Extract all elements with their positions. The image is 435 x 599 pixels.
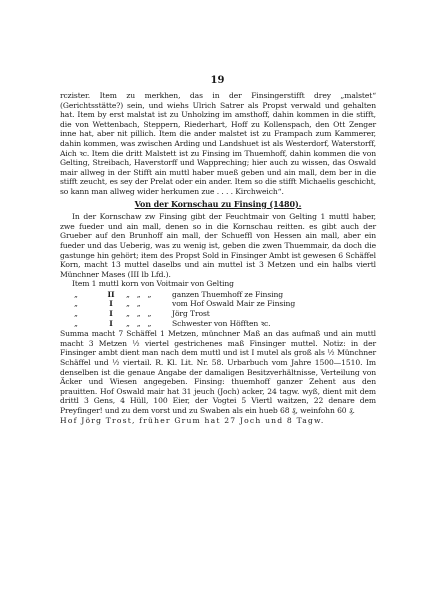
list-item: „ I „ „ „ Schwester von Höfften ꝛc. [74,319,376,329]
list-item-desc: Schwester von Höfften ꝛc. [172,318,271,328]
paragraph-summa: Summa macht 7 Schäffel 1 Metzen, münchner Maß an das aufmaß und ain muttl macht 3 Metzen ½ viertel gestrichenes maß Finsinger muttel. Notiz: in der Finsinger ambt dient man nach dem muttl und ist I mutel als groß als ½ Münchner Schäffel und ½ viertail. R. Kl. Lit. Nr. 58. Urbarbuch vom Jahre 1500—1510. Im denselben ist die genaue Angabe der damaligen Besitzverhältnisse, Verteilung von Äcker und Wiesen angegeben. Finsing: thuemhoff ganzer Zehent aus den prauitten. Hof Oswald mair hat 31 jeuch (Joch) acker, 24 tagw. wyß, dient mit dem drittl 3 Gens, 4 Hüll, 100 Eier, der Vogtei 5 Viertl waitzen, 22 denare dem Preyfinger! und zu dem vorst und zu Swaben als ein hueb 68 ₰, weinfohn 60 ₰. [60,329,376,415]
paragraph-kornschau: In der Kornschaw zw Finsing gibt der Feuchtmair von Gelting 1 muttl haber, zwe fueder und ain mall, denen so in die Kornschau reitten. es gibt auch der Grueber auf den Brunhoff ain mall, der Schueffl von Hessen ain mall, aber ein fueder und das Ueberig, was zu wenig ist, geben die zwen Thuemmair, da doch die gastunge hin gehört; item des Propst Sold in Finsinger Ambt ist gewesen 6 Schäffel Korn, macht 13 muttel daselbs und ain muttel ist 3 Metzen und ein halbs viertl Münchner Mases (III lb Lfd.). [60,212,376,279]
paragraph-malstet: rczister. Item zu merkhen, das in der Finsingerstifft drey „malstet“ (Gerichtsstätte?) sein, und wiehs Ulrich Satrer als Propst verwald und gehalten hat. Item by erst malstat ist zu Unholzing im amsthoff, dahin kommen in die stifft, die von Wettenbach, Steppern, Riederhart, Hoff zu Kollenspach, den Ott Zenger inne hat, aber nit pillich. Item die ander malstet ist zu Frampach zum Kammerer, dahin kommen, was zwischen Arding und Landshuet ist als Westerdorf, Waterstorff, Aich ꝛc. Item die dritt Malstett ist zu Finsing im Thuemhoff, dahin kommen die von Gelting, Streibach, Haverstorff und Wappreching; hier auch zu wissen, das Oswald mair allweg in der Stifft ain muttl haber mueß geben und ain mall, dem ber in die stifft zeucht, es sey der Prelat oder ein ander. Item so die stifft Michaelis geschicht, so kann man allweg wider herkumen zue . . . . Kirchweich“. [60,91,376,196]
list-item-desc: Jörg Trost [172,309,210,319]
page-body [60,91,376,425]
list-item-count: II [107,289,115,299]
list-intro: Item 1 muttl korn von Voitmair von Gelting [72,279,234,289]
list-item: „ I „ „ „ Jörg Trost [74,309,376,319]
list-item-count: I [109,299,113,309]
list-item-desc: vom Hof Oswald Mair ze Finsing [172,299,296,309]
list-item-count: I [109,309,113,319]
list-item-count: I [109,318,113,328]
page-number: 19 [210,75,225,86]
section-heading: Von der Kornschau zu Finsing (1480). [134,198,302,209]
paragraph-hof-joerg-trost: Hof Jörg Trost, früher Grum hat 27 Joch und 8 Tagw. [60,415,325,425]
list-item: „ II „ „ „ ganzen Thuemhoff ze Finsing [74,290,376,300]
muttl-list [74,290,376,328]
list-item-desc: ganzen Thuemhoff ze Finsing [172,289,283,299]
list-item: „ I „ „ vom Hof Oswald Mair ze Finsing [74,299,376,309]
